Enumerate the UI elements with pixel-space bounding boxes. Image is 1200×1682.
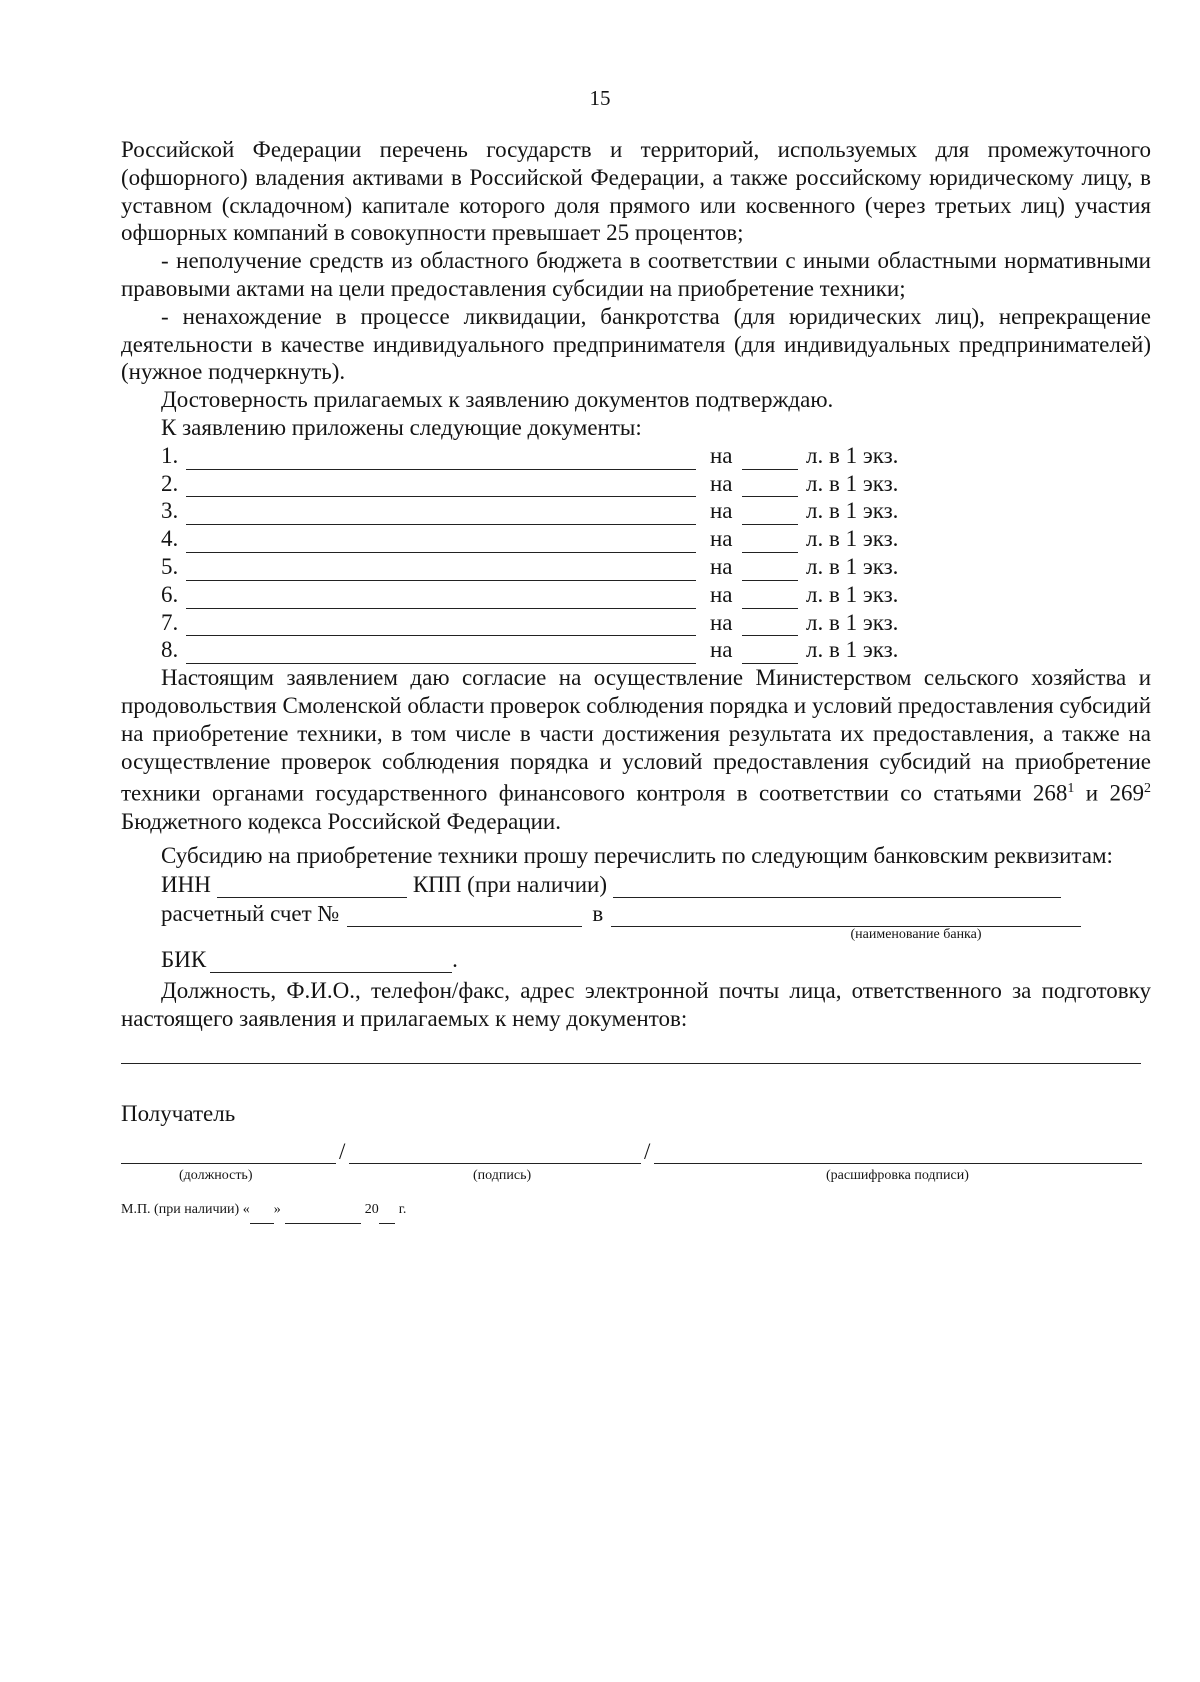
copies-label: л. в 1 экз. — [806, 637, 899, 663]
item-number: 2. — [161, 470, 179, 496]
list-item — [161, 553, 1151, 581]
paragraph-no-liquidation: - ненахождение в процессе ликвидации, банкротства (для юридических лиц), непрекращение деятельности в качестве индивидуального предпринимателя (для индивидуальных предпринимателей) (нужное подчеркнуть). — [121, 303, 1151, 385]
item-number: 8. — [161, 637, 179, 663]
inn-field[interactable] — [217, 875, 407, 898]
list-item — [161, 442, 1151, 470]
list-item — [161, 497, 1151, 525]
signature-captions — [121, 1168, 1151, 1190]
slash-1: / — [339, 1138, 346, 1164]
list-item — [161, 470, 1151, 498]
day-field[interactable] — [250, 1209, 274, 1224]
sheet-count-field[interactable] — [742, 474, 798, 497]
document-name-field[interactable] — [186, 474, 696, 497]
decoding-caption: (расшифровка подписи) — [826, 1167, 969, 1183]
item-number: 5. — [161, 553, 179, 579]
kpp-label: КПП (при наличии) — [412, 871, 608, 897]
na-label: на — [710, 498, 733, 524]
document-name-field[interactable] — [186, 447, 696, 470]
attachments-list — [161, 442, 1151, 664]
na-label: на — [710, 609, 733, 635]
na-label: на — [710, 637, 733, 663]
document-body — [121, 136, 1151, 1224]
list-item — [161, 609, 1151, 637]
stamp-date-row — [121, 1202, 1151, 1224]
copies-label: л. в 1 экз. — [806, 609, 899, 635]
account-field[interactable] — [347, 904, 582, 927]
paragraph-offshore: Российской Федерации перечень государств и территорий, используемых для промежуточного (офшорного) владения активами в Российской Федерации, а также российскому юридическому лицу, в уставном (складочном) капитале которого доля прямого или косвенного (через третьих лиц) участия офшорных компаний в совокупности превышает 25 процентов; — [121, 137, 1151, 246]
in-label: в — [592, 900, 604, 926]
sheet-count-field[interactable] — [742, 530, 798, 553]
paragraph-no-funds: - неполучение средств из областного бюджета в соответствии с иными областными нормативными правовыми актами на цели предоставления субсидии на приобретение техники; — [121, 248, 1151, 301]
document-name-field[interactable] — [186, 558, 696, 581]
copies-label: л. в 1 экз. — [806, 526, 899, 552]
year-prefix: 20 — [364, 1201, 379, 1217]
copies-label: л. в 1 экз. — [806, 470, 899, 496]
sheet-count-field[interactable] — [742, 502, 798, 525]
recipient-label: Получатель — [121, 1100, 236, 1126]
item-number: 4. — [161, 526, 179, 552]
list-item — [161, 581, 1151, 609]
bik-end: . — [452, 946, 458, 972]
consent-text-mid: и 269 — [1074, 780, 1144, 806]
consent-text-end: Бюджетного кодекса Российской Федерации. — [121, 808, 561, 834]
paragraph-confirm: Достоверность прилагаемых к заявлению документов подтверждаю. — [161, 387, 834, 413]
bik-label: БИК — [161, 946, 207, 972]
na-label: на — [710, 553, 733, 579]
inn-kpp-row — [161, 869, 1151, 898]
copies-label: л. в 1 экз. — [806, 442, 899, 468]
inn-label: ИНН — [161, 871, 211, 897]
copies-label: л. в 1 экз. — [806, 498, 899, 524]
bank-name-caption: (наименование банка) — [850, 927, 982, 943]
slash-2: / — [644, 1138, 651, 1164]
na-label: на — [710, 526, 733, 552]
account-row — [161, 898, 1151, 927]
page-number: 15 — [589, 86, 611, 110]
na-label: на — [710, 470, 733, 496]
item-number: 7. — [161, 609, 179, 635]
signature-caption: (подпись) — [473, 1167, 532, 1183]
quote-close: » — [273, 1201, 281, 1217]
paragraph-consent — [121, 664, 1151, 835]
na-label: на — [710, 581, 733, 607]
mp-label: М.П. (при наличии) « — [121, 1201, 250, 1217]
bik-row — [161, 943, 1151, 973]
signature-row — [121, 1128, 1151, 1168]
paragraph-responsible: Должность, Ф.И.О., телефон/факс, адрес электронной почты лица, ответственного за подготовку настоящего заявления и прилагаемых к нему документов: — [121, 978, 1151, 1032]
year-suffix: г. — [398, 1201, 407, 1217]
item-number: 1. — [161, 442, 179, 468]
list-item — [161, 636, 1151, 664]
document-name-field[interactable] — [186, 530, 696, 553]
document-name-field[interactable] — [186, 641, 696, 664]
item-number: 6. — [161, 581, 179, 607]
bank-name-field[interactable] — [611, 904, 1081, 927]
responsible-person-field[interactable] — [121, 1037, 1141, 1064]
superscript-1: 1 — [1067, 781, 1075, 797]
year-field[interactable] — [379, 1209, 395, 1224]
item-number: 3. — [161, 498, 179, 524]
copies-label: л. в 1 экз. — [806, 581, 899, 607]
list-item — [161, 525, 1151, 553]
sheet-count-field[interactable] — [742, 586, 798, 609]
kpp-field[interactable] — [613, 875, 1061, 898]
superscript-2: 2 — [1144, 781, 1151, 797]
account-label: расчетный счет № — [161, 900, 340, 926]
document-name-field[interactable] — [186, 586, 696, 609]
sheet-count-field[interactable] — [742, 447, 798, 470]
document-name-field[interactable] — [186, 502, 696, 525]
sheet-count-field[interactable] — [742, 613, 798, 636]
position-caption: (должность) — [179, 1167, 253, 1183]
paragraph-bank-request: Субсидию на приобретение техники прошу перечислить по следующим банковским реквизитам: — [161, 842, 1113, 868]
document-name-field[interactable] — [186, 613, 696, 636]
month-field[interactable] — [285, 1209, 361, 1224]
na-label: на — [710, 442, 733, 468]
consent-text-start: Настоящим заявлением даю согласие на осуществление Министерством сельского хозяйства и продовольствия Смоленской области проверок соблюдения порядка и условий предоставления субсидий на приобретение техники, в том числе в части достижения результата их предоставления, а также на осуществление проверок соблюдения порядка и условий предоставления субсидий на приобретение техники органами государственного финансового контроля в соответствии со статьями 268 — [121, 665, 1151, 806]
sheet-count-field[interactable] — [742, 641, 798, 664]
paragraph-attachments-intro: К заявлению приложены следующие документы: — [161, 414, 642, 440]
sheet-count-field[interactable] — [742, 558, 798, 581]
copies-label: л. в 1 экз. — [806, 553, 899, 579]
bik-field[interactable] — [210, 950, 452, 973]
